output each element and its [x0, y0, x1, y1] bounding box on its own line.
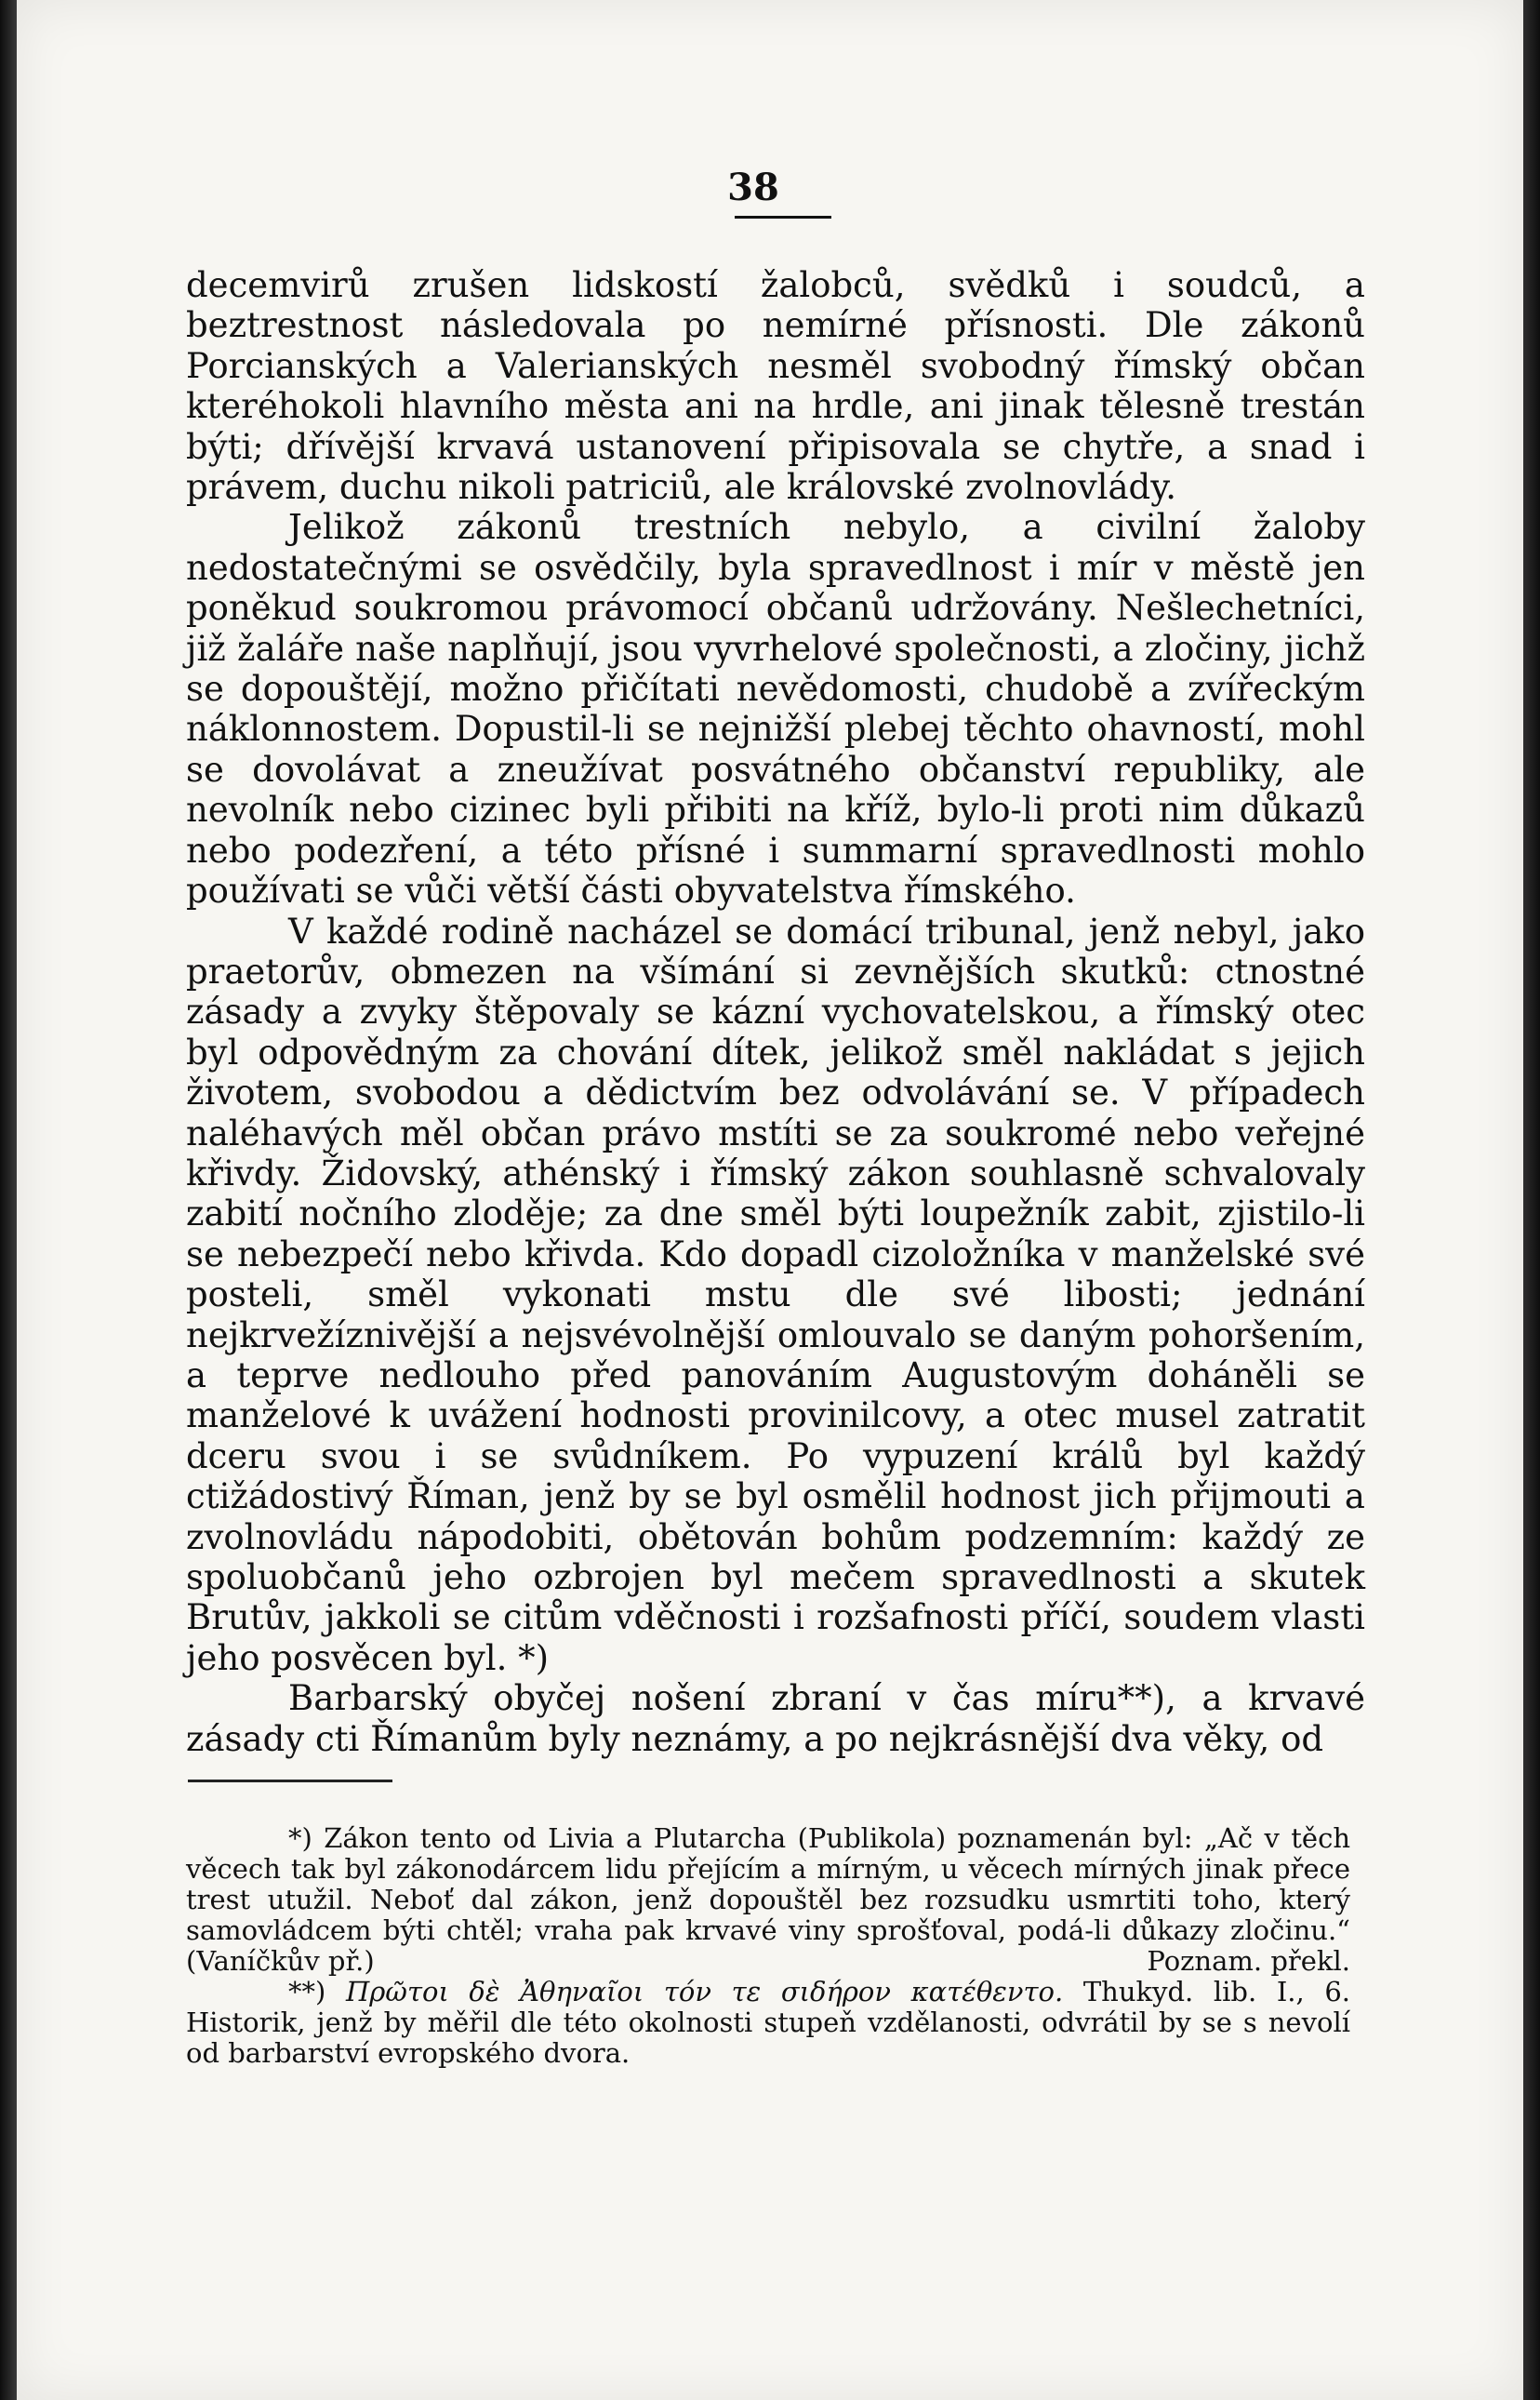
- paragraph-1: decemvirů zrušen lidskostí žalobců, svědků i soudců, a beztrestnost následovala po nemírné přísnosti. Dle zákonů Porcianských a Valerianských nesměl svobodný římský občan kteréhokoli hlavního města ani na hrdle, ani jinak tělesně trestán býti; dřívější krvavá ustanovení připisovala se chytře, a snad i právem, duchu nikoli patriciů, ale královské zvolnovlády.: [186, 265, 1365, 508]
- footnote-1-signature: Poznam. překl.: [1147, 1945, 1350, 1977]
- footnote-divider: [188, 1780, 392, 1782]
- page-number: 38: [727, 166, 779, 209]
- footnote-1-text: *) Zákon tento od Livia a Plutarcha (Publikola) poznamenán byl: „Ač v těch věcech tak byl zákonodárcem lidu přejícím a mírným, u věcech mírných jinak přece trest utužil. Neboť dal zákon, jenž dopouštěl bez rozsudku usmrtiti toho, který samovládcem býti chtěl; vraha pak krvavé viny sprošťoval, podá-li důkazy zločinu.“ (Vaníčkův př.): [186, 1822, 1350, 1977]
- scan-left-edge: [0, 0, 17, 2400]
- paragraph-4: Barbarský obyčej nošení zbraní v čas míru**), a krvavé zásady cti Římanům byly neznámy, a po nejkrásnější dva věky, od: [186, 1678, 1365, 1759]
- scan-right-edge: [1523, 0, 1540, 2400]
- paragraph-2: Jelikož zákonů trestních nebylo, a civilní žaloby nedostatečnými se osvědčily, byla spravedlnost i mír v městě jen poněkud soukromou právomocí občanů udržovány. Nešlechetníci, již žaláře naše naplňují, jsou vyvrhelové společnosti, a zločiny, jichž se dopouštějí, možno přičítati nevědomosti, chudobě a zvířeckým náklonnostem. Dopustil-li se nejnižší plebej těchto ohavností, mohl se dovolávat a zneužívat posvátného občanství republiky, ale nevolník nebo cizinec byli přibiti na kříž, bylo-li proti nim důkazů nebo podezření, a této přísné i summarní spravedlnosti mohlo používati se vůči větší části obyvatelstva římského.: [186, 507, 1365, 912]
- footnotes: [186, 1823, 1350, 2069]
- page-number-rule: [735, 216, 831, 219]
- main-text: [186, 265, 1365, 1759]
- footnote-1: [186, 1823, 1350, 1977]
- footnote-2-greek: Πρῶτοι δὲ Ἀθηναῖοι τόν τε σιδήρον κατέθεντο.: [345, 1976, 1064, 2007]
- footnote-2: [186, 1977, 1350, 2069]
- footnote-2-text: Thukyd. lib. I., 6. Historik, jenž by měřil dle této okolnosti stupeň vzdělanosti, odvrátil by se s nevolí od barbarství evropského dvora.: [186, 1976, 1351, 2069]
- footnote-2-marker: **): [288, 1976, 326, 2007]
- paragraph-3: V každé rodině nacházel se domácí tribunal, jenž nebyl, jako praetorův, obmezen na všímání si zevnějších skutků: ctnostné zásady a zvyky štěpovaly se kázní vychovatelskou, a římský otec byl odpovědným za chování dítek, jelikož směl nakládat s jejich životem, svobodou a dědictvím bez odvolávání se. V případech naléhavých měl občan právo mstíti se za soukromé nebo veřejné křivdy. Židovský, athénský i římský zákon souhlasně schvalovaly zabití nočního zloděje; za dne směl býti loupežník zabit, zjistilo-li se nebezpečí nebo křivda. Kdo dopadl cizoložníka v manželské své posteli, směl vykonati mstu dle své libosti; jednání nejkrvežíznivější a nejsvévolnější omlouvalo se daným pohoršením, a teprve nedlouho před panováním Augustovým doháněli se manželové k uvážení hodnosti provinilcovy, a otec musel zatratit dceru svou i se svůdníkem. Po vypuzení králů byl každý ctižádostivý Říman, jenž by se byl osmělil hodnost jich přijmouti a zvolnovládu nápodobiti, obětován bohům podzemním: každý ze spoluobčanů jeho ozbrojen byl mečem spravedlnosti a skutek Brutův, jakkoli se citům vděčnosti i rozšafnosti příčí, soudem vlasti jeho posvěcen byl. *): [186, 911, 1365, 1678]
